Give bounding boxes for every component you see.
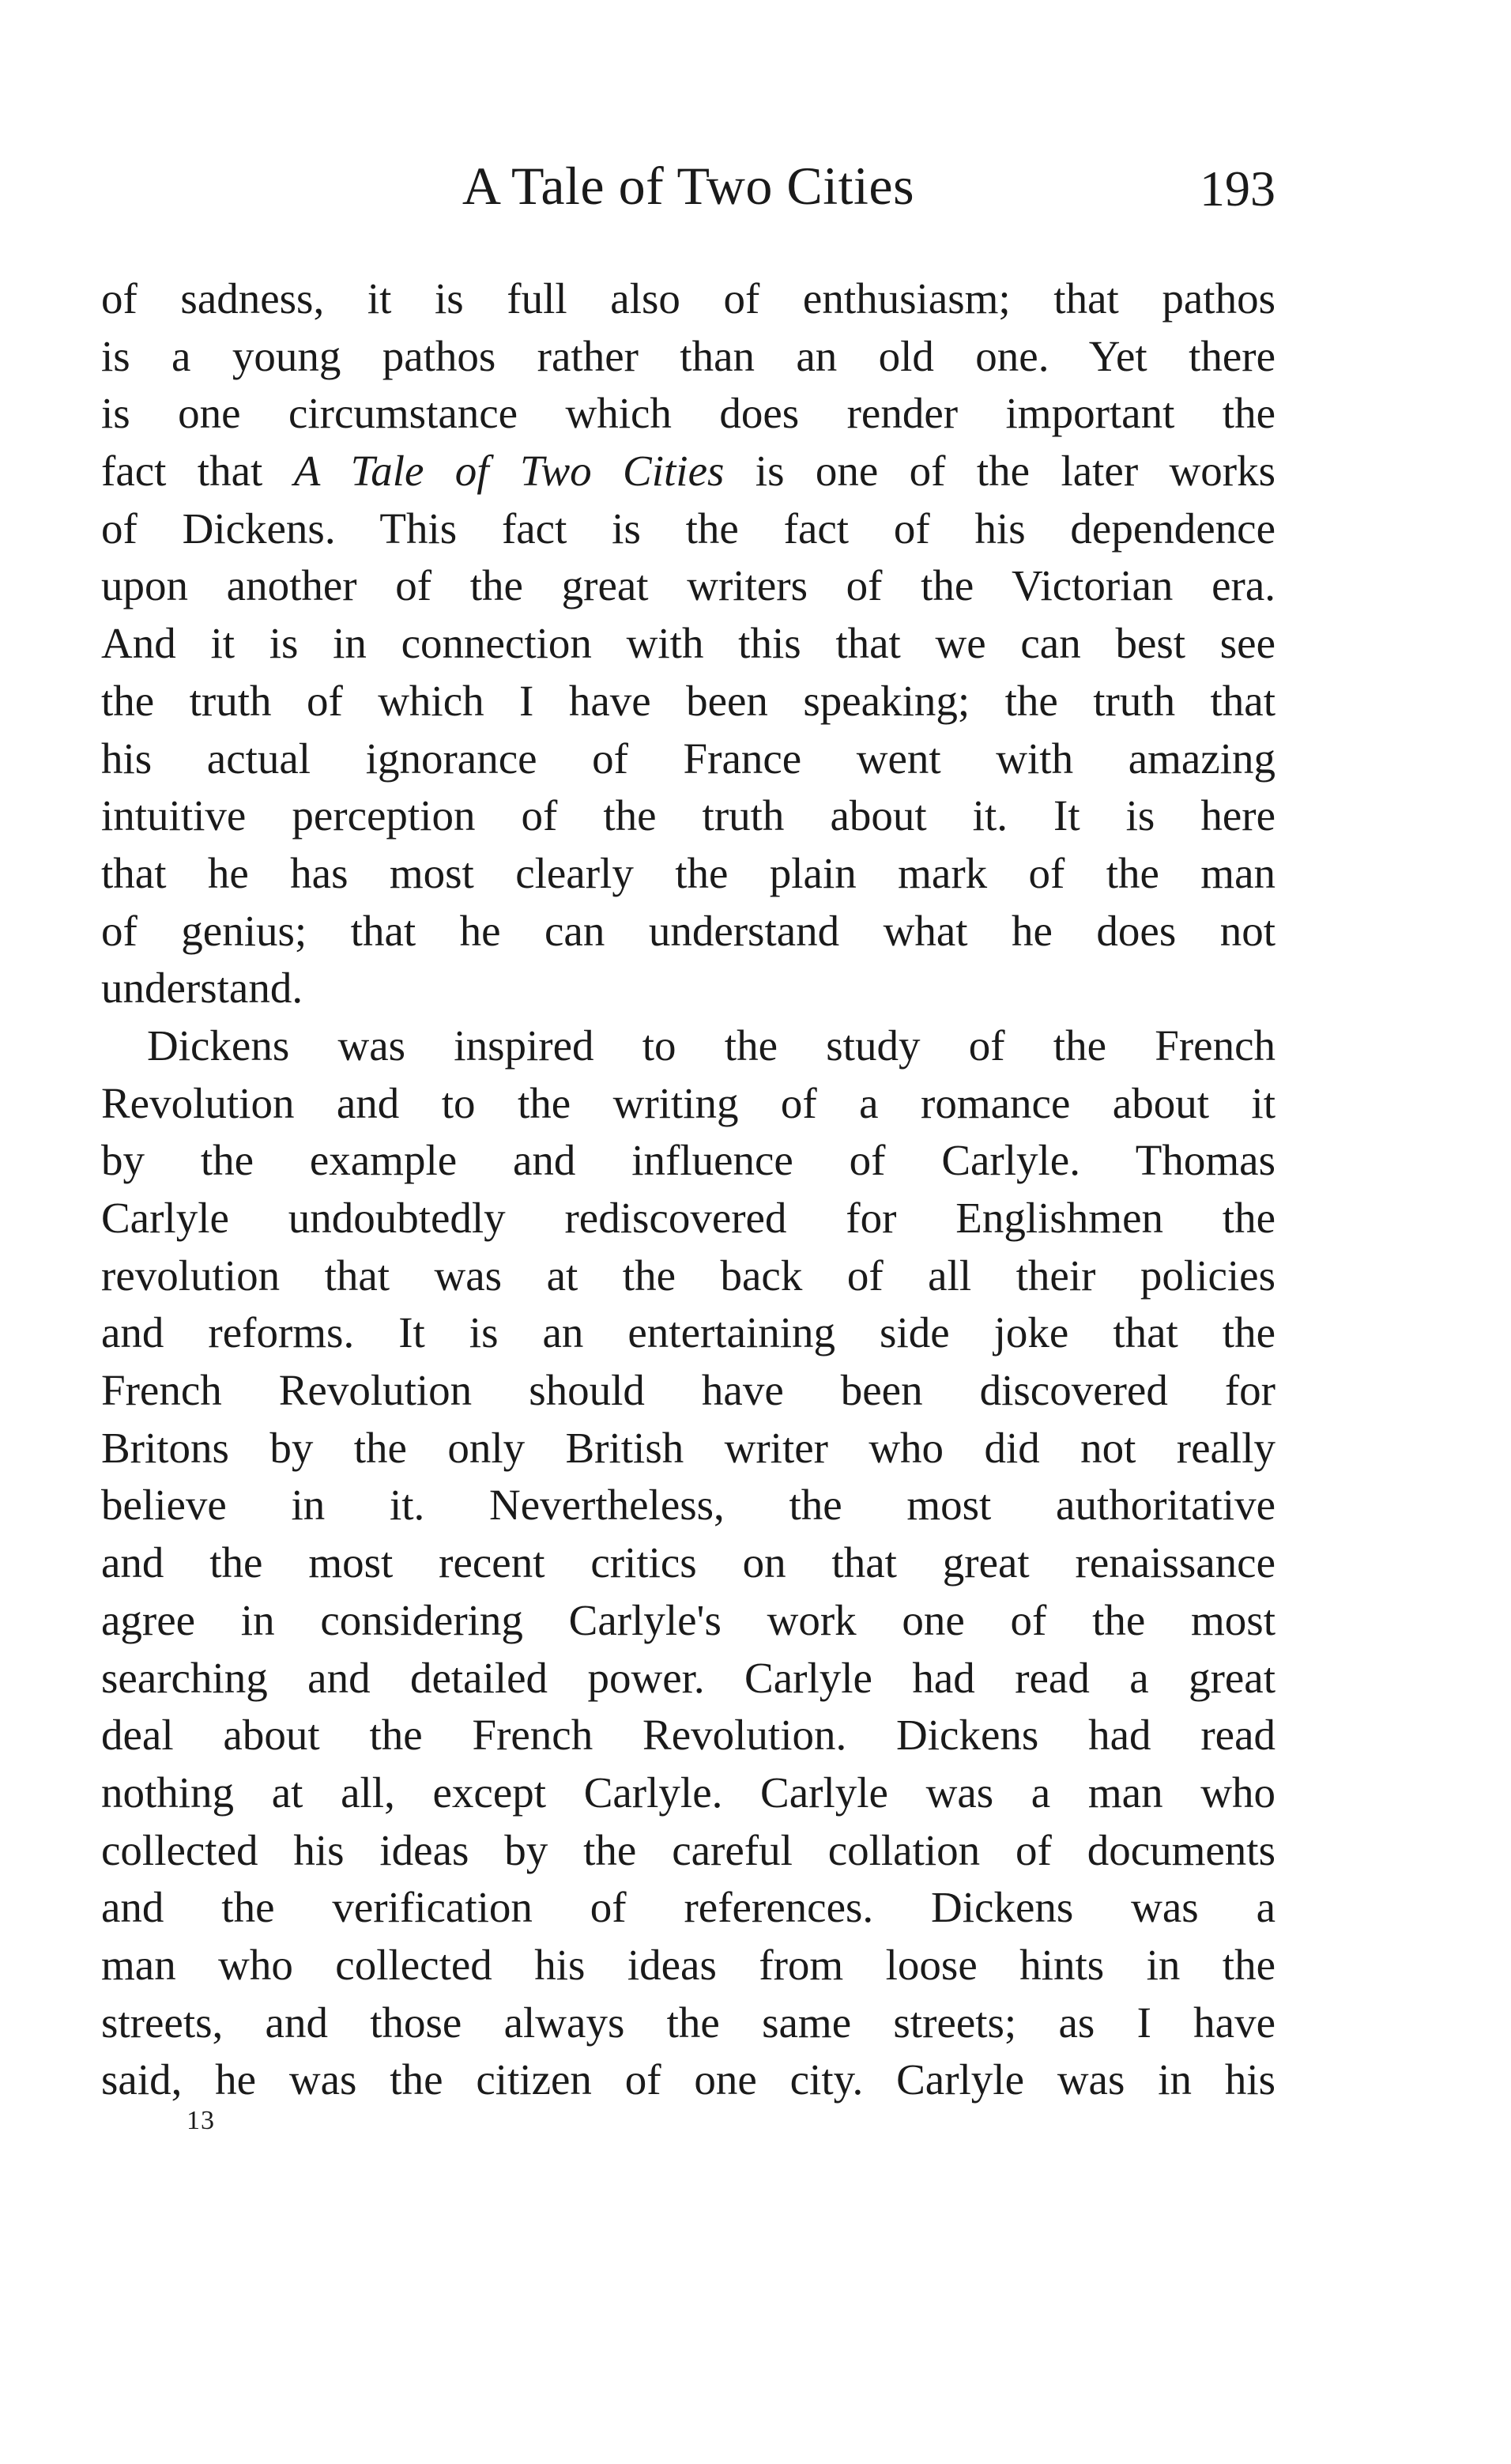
text-line: by the example and influence of Carlyle. Thomas bbox=[101, 1136, 1275, 1185]
signature-mark: 13 bbox=[187, 2106, 215, 2135]
text-line: and the verification of references. Dickens was a bbox=[101, 1883, 1275, 1932]
text-line: of sadness, it is full also of enthusiasm; that pathos bbox=[101, 274, 1275, 323]
text-line: revolution that was at the back of all their policies bbox=[101, 1251, 1275, 1300]
text-line-with-italic bbox=[101, 443, 1275, 500]
text-line: is a young pathos rather than an old one. Yet there bbox=[101, 331, 1275, 380]
text-line: of genius; that he can understand what he does not bbox=[101, 906, 1275, 955]
text-line: deal about the French Revolution. Dickens had read bbox=[101, 1711, 1275, 1760]
text-line: upon another of the great writers of the Victorian era. bbox=[101, 561, 1275, 610]
paragraph-2 bbox=[101, 1017, 1275, 2109]
text-line: intuitive perception of the truth about it. It is here bbox=[101, 791, 1275, 840]
text-line: searching and detailed power. Carlyle had read a great bbox=[101, 1653, 1275, 1702]
text-line: man who collected his ideas from loose hints in the bbox=[101, 1940, 1275, 1989]
text-line: is one circumstance which does render important the bbox=[101, 389, 1275, 438]
text-line: believe in it. Nevertheless, the most authoritative bbox=[101, 1481, 1275, 1530]
text-line: agree in considering Carlyle's work one of the most bbox=[101, 1595, 1275, 1644]
paragraph-1 bbox=[101, 270, 1275, 1017]
text-line: collected his ideas by the careful collation of documents bbox=[101, 1825, 1275, 1874]
text-line: Carlyle undoubtedly rediscovered for Englishmen the bbox=[101, 1194, 1275, 1242]
text-line: and reforms. It is an entertaining side joke that the bbox=[101, 1308, 1275, 1357]
text-line: nothing at all, except Carlyle. Carlyle was a man who bbox=[101, 1768, 1275, 1817]
text-line: Britons by the only British writer who did not really bbox=[101, 1423, 1275, 1472]
text-line: of Dickens. This fact is the fact of his dependence bbox=[101, 504, 1275, 553]
running-title: A Tale of Two Cities bbox=[462, 156, 915, 216]
text-line: that he has most clearly the plain mark of the man bbox=[101, 848, 1275, 897]
text-line: his actual ignorance of France went with amazing bbox=[101, 734, 1275, 783]
text-line: and the most recent critics on that great renaissance bbox=[101, 1538, 1275, 1587]
text-line: Revolution and to the writing of a romance about it bbox=[101, 1078, 1275, 1127]
body-text bbox=[101, 270, 1275, 2109]
text-line: the truth of which I have been speaking; the truth that bbox=[101, 676, 1275, 725]
text-line: And it is in connection with this that we can best see bbox=[101, 619, 1275, 668]
line-start: fact that bbox=[101, 447, 294, 496]
text-line: French Revolution should have been discovered for bbox=[101, 1366, 1275, 1415]
text-line: streets, and those always the same streets; as I have bbox=[101, 1998, 1275, 2047]
page-number: 193 bbox=[1200, 160, 1275, 217]
text-line: Dickens was inspired to the study of the French bbox=[147, 1021, 1275, 1070]
text-line: understand. bbox=[101, 964, 303, 1013]
italic-book-title: A Tale of Two Cities bbox=[293, 447, 725, 496]
running-head bbox=[101, 155, 1275, 221]
text-line: said, he was the citizen of one city. Carlyle was in his bbox=[101, 2055, 1275, 2104]
line-end: is one of the later works bbox=[724, 447, 1275, 496]
